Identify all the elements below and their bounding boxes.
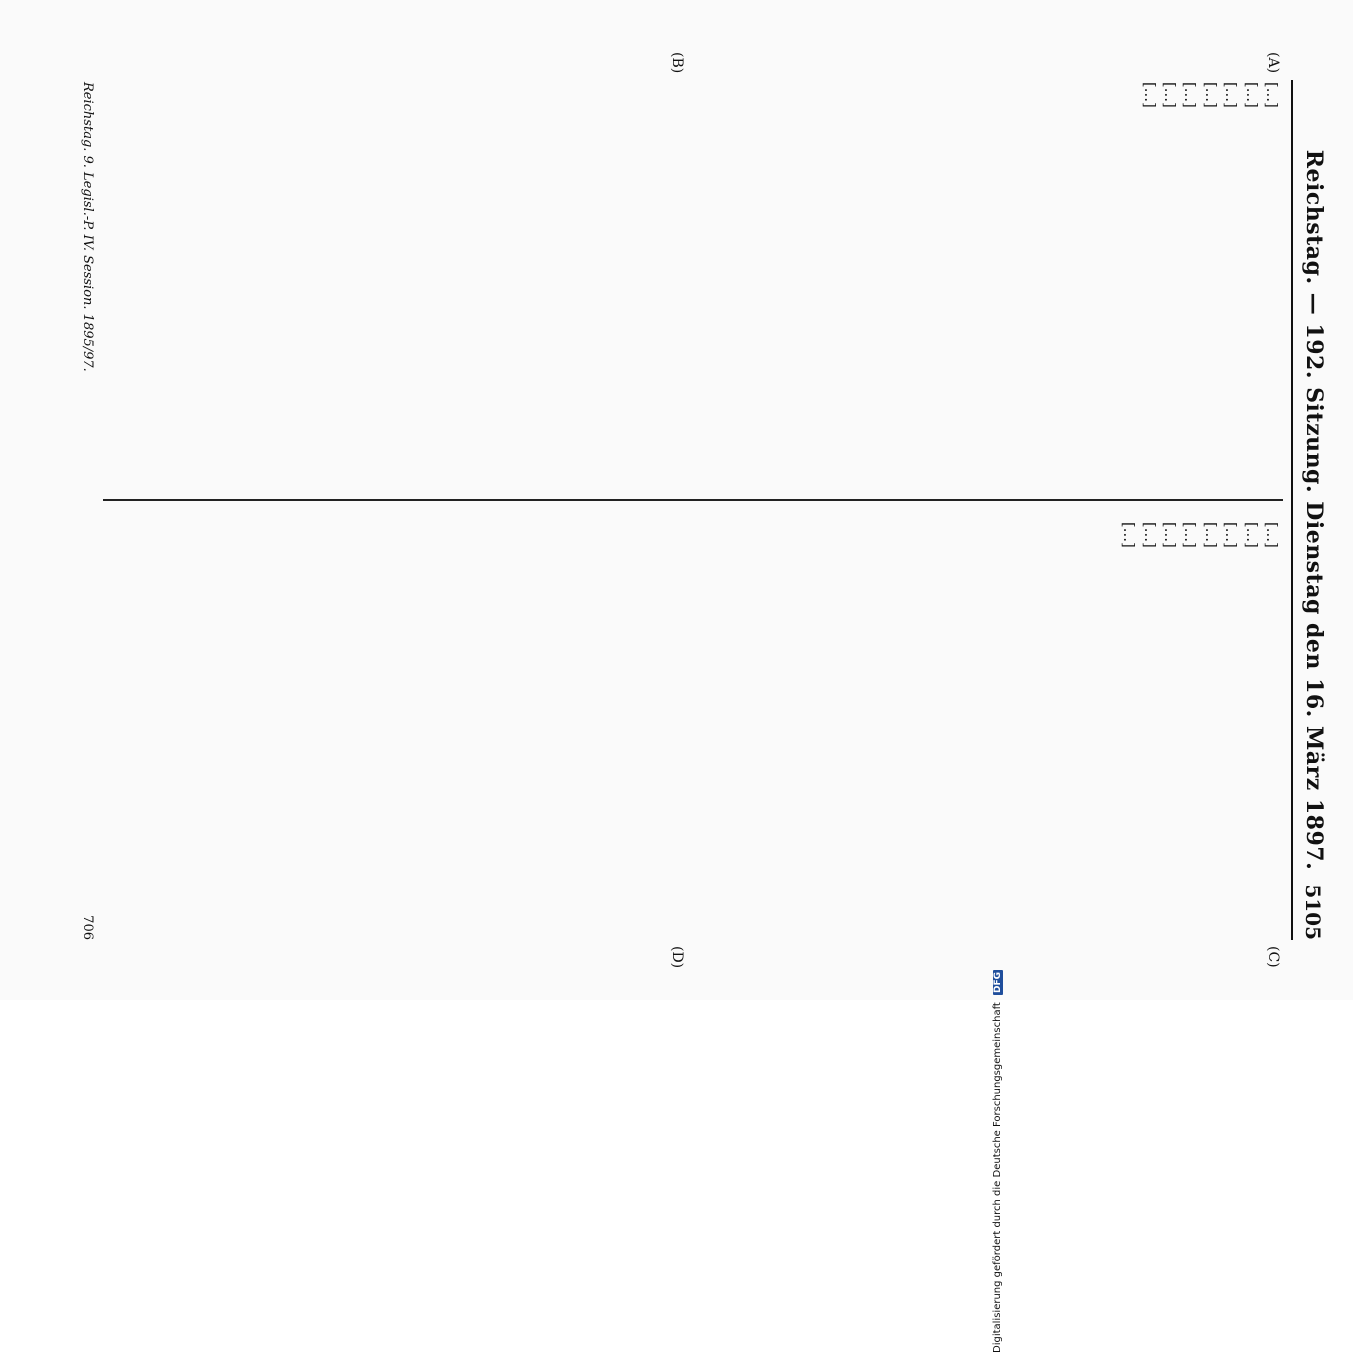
paragraph: […] — [1160, 82, 1177, 108]
left-column — [111, 82, 1281, 492]
paragraph: […] — [1181, 82, 1198, 108]
right-column — [111, 522, 1281, 932]
right-page-number: 5105 — [1301, 884, 1325, 940]
paragraph: […] — [1160, 522, 1177, 548]
column-separator — [103, 499, 1283, 501]
paragraph: […] — [1140, 522, 1157, 548]
paragraph: […] — [1201, 82, 1218, 108]
digitization-credit-text: Digitalisierung gefördert durch die Deutsche Forschungsgemeinschaft — [992, 1002, 1003, 1353]
paragraph: […] — [1242, 82, 1259, 108]
footer-session-note: Reichstag. 9. Legisl.-P. IV. Session. 1895/97. — [80, 82, 95, 372]
paragraph: […] — [1120, 522, 1137, 548]
header-rule — [1291, 80, 1293, 940]
paragraph: […] — [1242, 522, 1259, 548]
paragraph: […] — [1140, 82, 1157, 108]
digitization-credit — [992, 0, 1003, 1353]
paragraph: […] — [1263, 82, 1279, 108]
footer-sheet-number: 706 — [80, 915, 95, 940]
dfg-logo-icon: DFG — [993, 971, 1003, 993]
margin-marker-b: (B) — [669, 52, 685, 74]
paragraph: […] — [1201, 522, 1218, 548]
paragraph: […] — [1222, 82, 1239, 108]
page-header — [1297, 80, 1331, 940]
paragraph: […] — [1263, 522, 1279, 548]
margin-marker-c: (C) — [1265, 946, 1281, 968]
paragraph: […] — [1222, 522, 1239, 548]
margin-marker-a: (A) — [1265, 52, 1281, 74]
margin-marker-d: (D) — [669, 946, 685, 969]
running-title: Reichstag. — 192. Sitzung. Dienstag den 16. März 1897. — [1301, 149, 1327, 871]
paragraph: […] — [1181, 522, 1198, 548]
